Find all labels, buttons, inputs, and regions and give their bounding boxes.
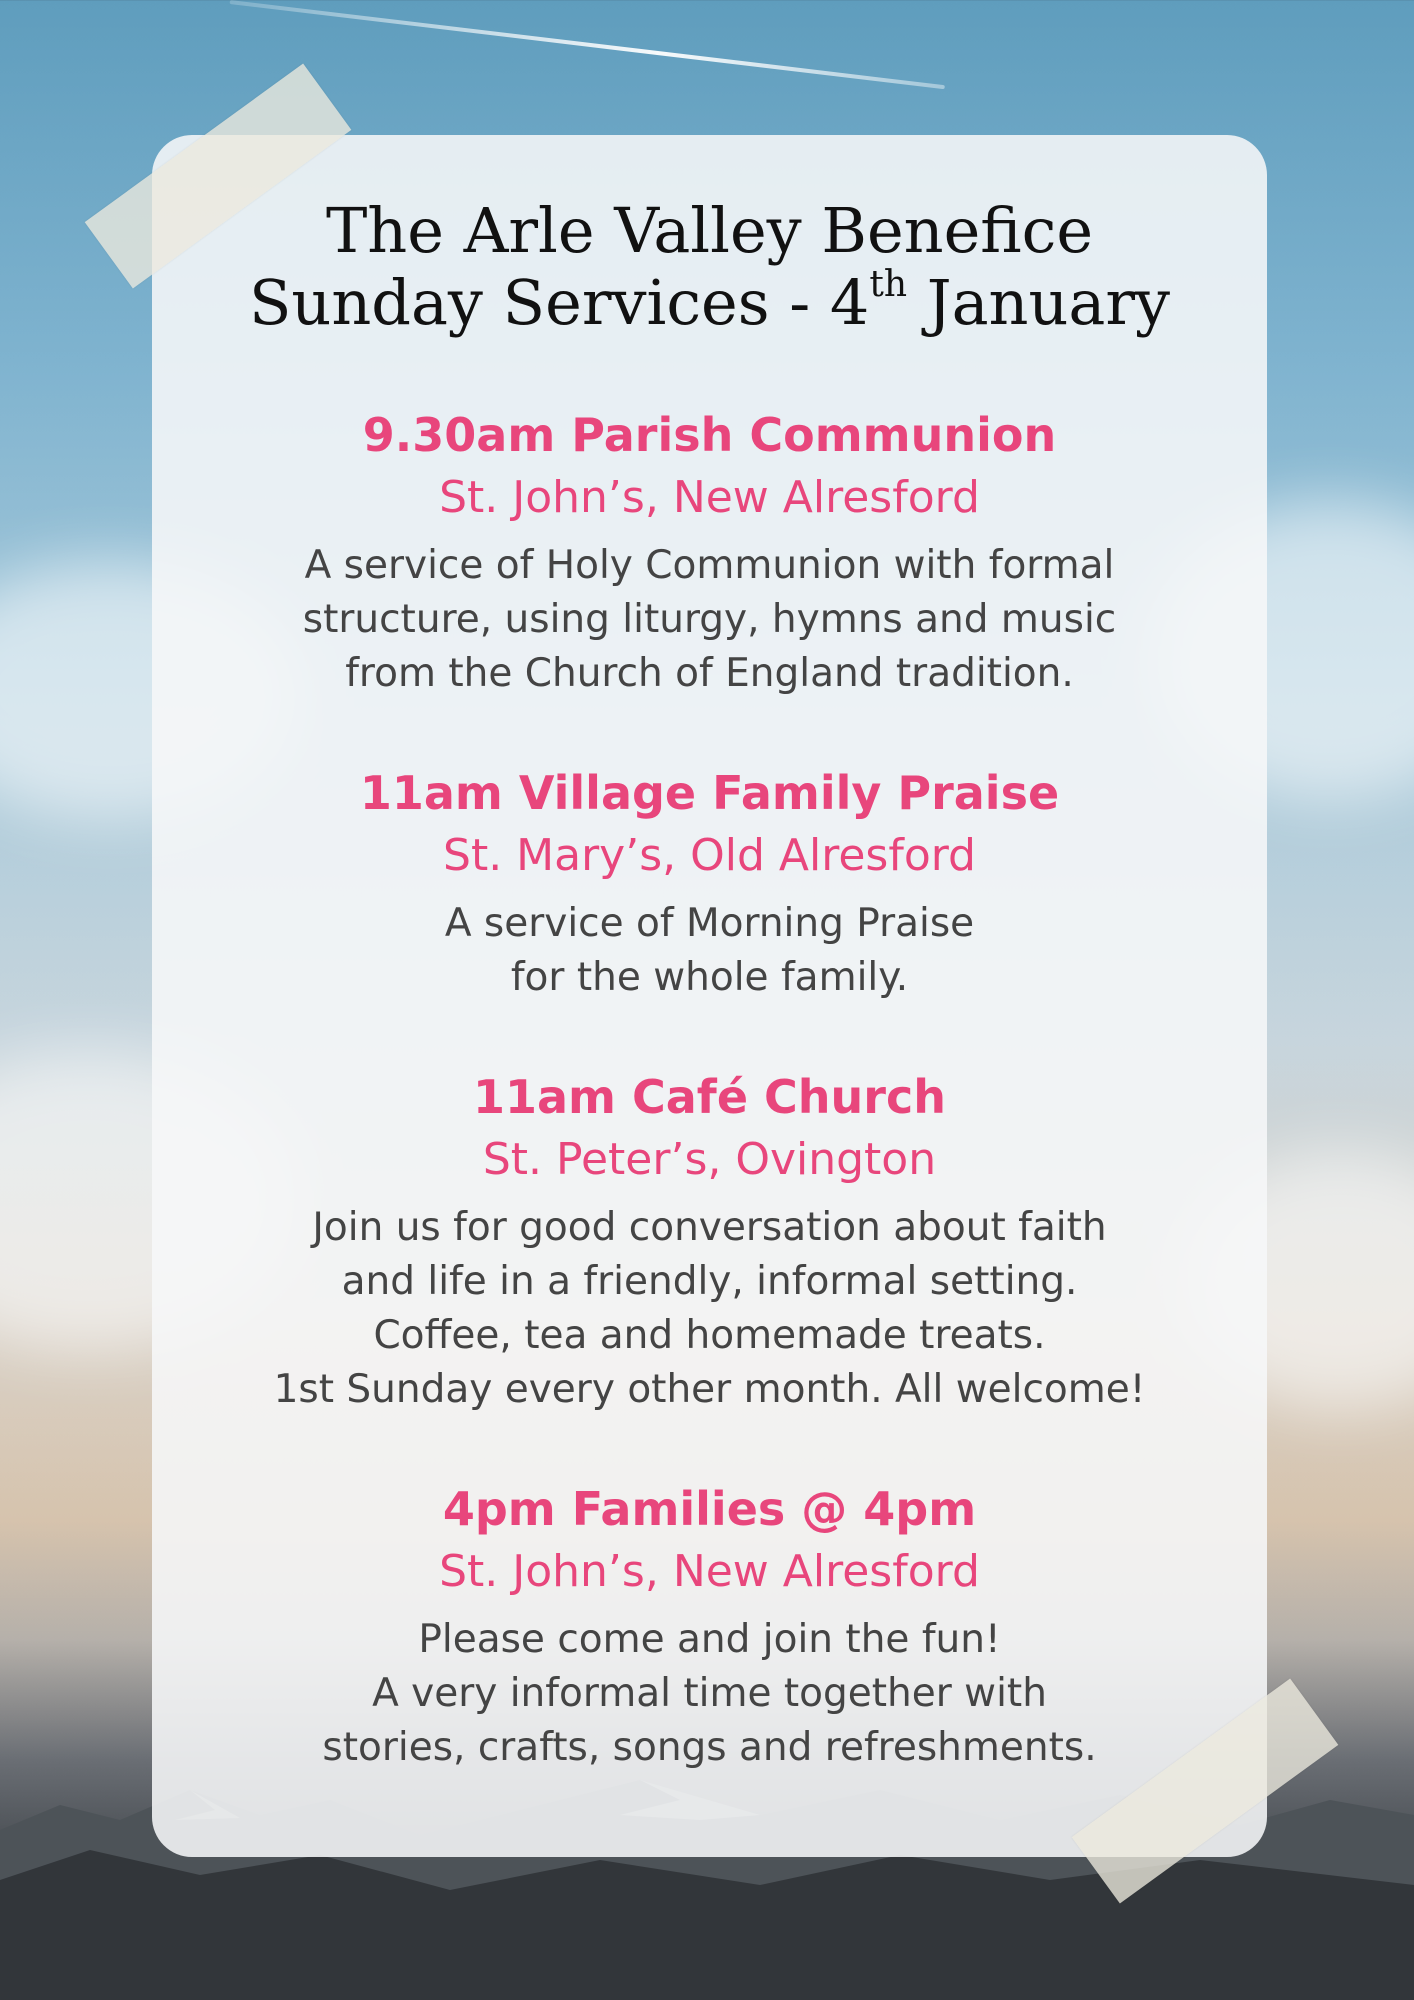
description-line: A very informal time together with xyxy=(372,1671,1047,1716)
service-block xyxy=(152,1067,1267,1417)
description-line: structure, using liturgy, hymns and music xyxy=(302,597,1117,642)
description-line: Coffee, tea and homemade treats. xyxy=(373,1313,1046,1358)
title-line-1: The Arle Valley Benefice xyxy=(325,194,1094,267)
description-line: and life in a friendly, informal setting. xyxy=(341,1259,1078,1304)
contrail xyxy=(230,0,945,89)
page-title xyxy=(152,195,1267,339)
title-date-ordinal: th xyxy=(869,264,908,306)
service-venue: St. John’s, New Alresford xyxy=(439,1546,980,1597)
service-block xyxy=(152,763,1267,1005)
description-line: Please come and join the fun! xyxy=(418,1617,1001,1662)
service-description xyxy=(152,1201,1267,1417)
service-description xyxy=(152,897,1267,1005)
title-date-prefix: Sunday Services - 4 xyxy=(248,266,870,339)
service-venue: St. Mary’s, Old Alresford xyxy=(443,830,976,881)
service-venue: St. John’s, New Alresford xyxy=(439,472,980,523)
description-line: for the whole family. xyxy=(510,955,909,1000)
service-title: 11am Café Church xyxy=(473,1070,946,1124)
service-description xyxy=(152,539,1267,701)
service-block xyxy=(152,1479,1267,1775)
service-title: 4pm Families @ 4pm xyxy=(442,1482,977,1536)
description-line: A service of Morning Praise xyxy=(444,901,975,946)
title-line-2 xyxy=(152,264,1267,339)
description-line: from the Church of England tradition. xyxy=(345,651,1074,696)
description-line: Join us for good conversation about faith xyxy=(312,1205,1107,1250)
service-title: 11am Village Family Praise xyxy=(359,766,1060,820)
service-title: 9.30am Parish Communion xyxy=(362,408,1057,462)
service-description xyxy=(152,1613,1267,1775)
description-line: stories, crafts, songs and refreshments. xyxy=(322,1725,1097,1770)
description-line: 1st Sunday every other month. All welcome! xyxy=(273,1367,1146,1412)
title-date-month: January xyxy=(907,266,1171,339)
service-block xyxy=(152,405,1267,701)
service-venue: St. Peter’s, Ovington xyxy=(482,1134,937,1185)
description-line: A service of Holy Communion with formal xyxy=(304,543,1115,588)
